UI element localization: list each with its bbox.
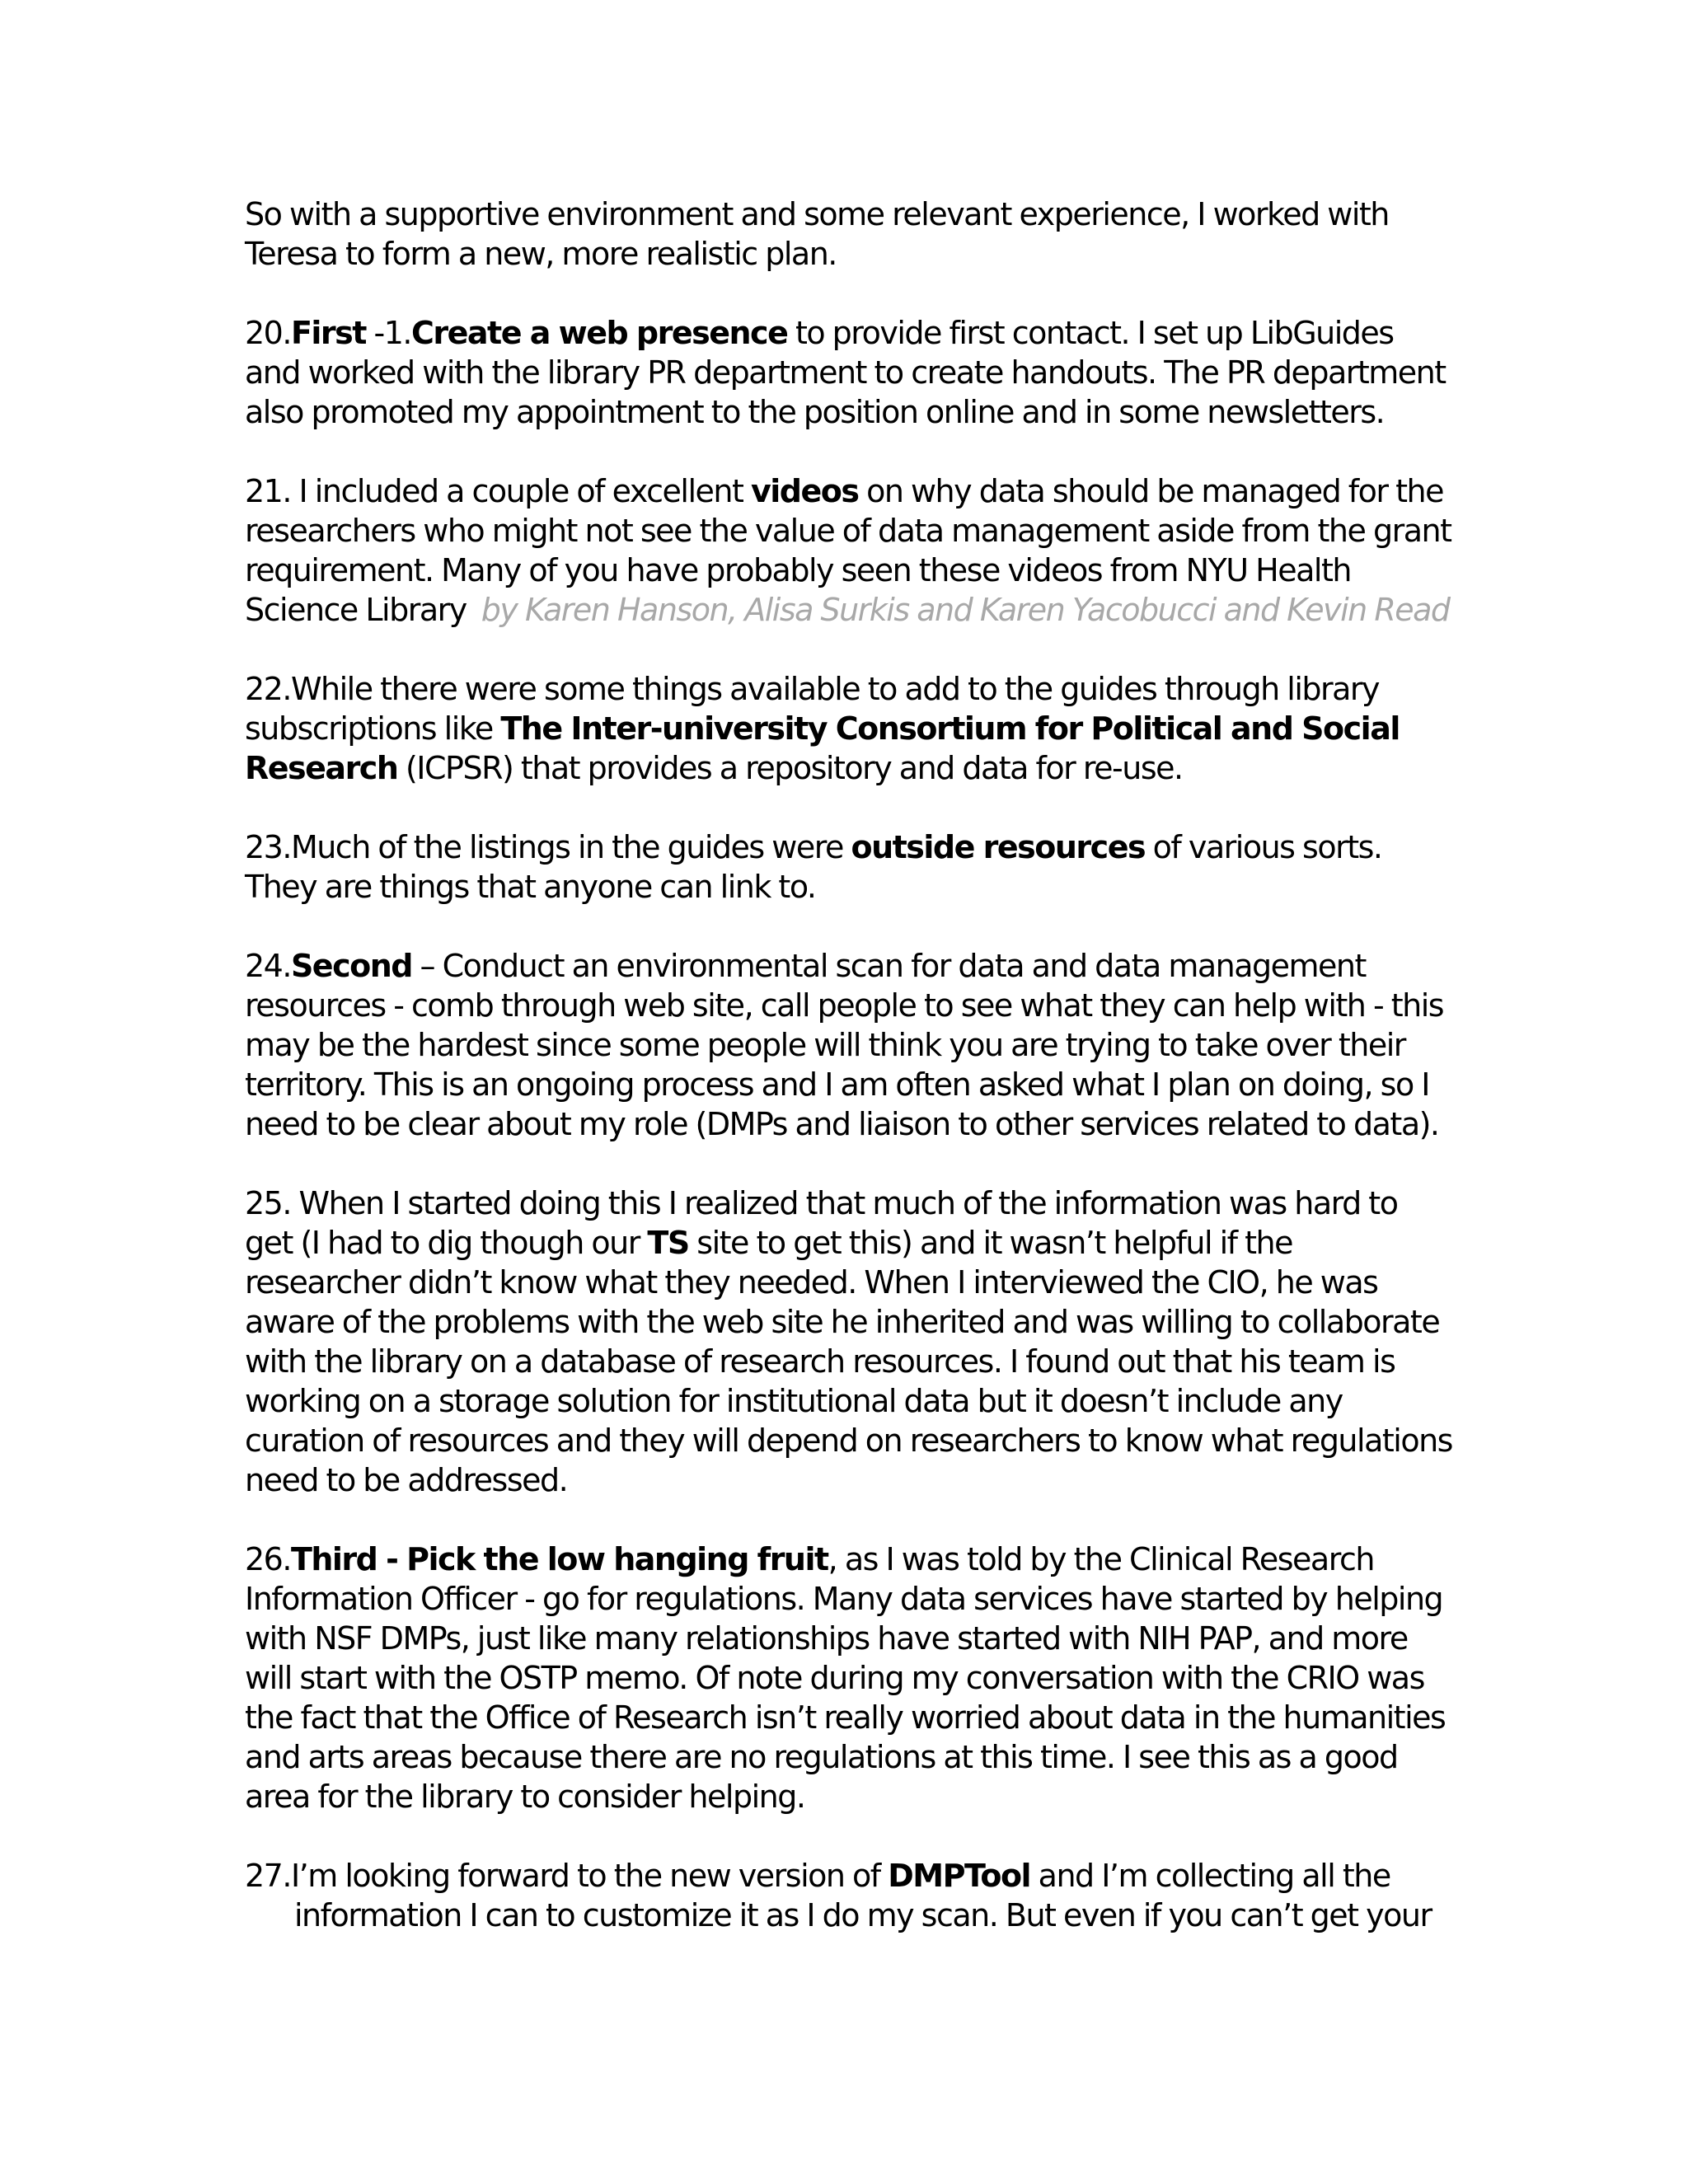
bold-text: First [290, 315, 366, 351]
text-line: need to be addressed. [245, 1462, 568, 1498]
item-number: 20. [245, 315, 291, 351]
text-line: curation of resources and they will depend on researchers to know what regulations [245, 1422, 1452, 1459]
bold-text: DMPTool [888, 1858, 1031, 1894]
paragraph-25: 25. When I started doing this I realized that much of the information was hard to get (I had to dig though our TS site to get this) and it wasn’t helpful if the researcher didn’t know what they needed. When I interviewed the CIO, he was aware of the problems with the web site he inherited and was willing to collaborate with the library on a database of research resources. I found out that his team is working on a storage solution for institutional data but it doesn’t include any curation of resources and they will depend on researchers to know what regulations need to be addressed. [245, 1183, 1498, 1500]
text-line: and arts areas because there are no regulations at this time. I see this as a good [245, 1739, 1398, 1775]
text-line: Teresa to form a new, more realistic plan. [245, 236, 837, 272]
text-segment: Science Library [245, 592, 467, 628]
text-line: working on a storage solution for institutional data but it doesn’t include any [245, 1383, 1343, 1419]
text-line: territory. This is an ongoing process and I am often asked what I plan on doing, so I [245, 1066, 1430, 1103]
bold-text: Second [290, 948, 412, 984]
text-line: They are things that anyone can link to. [245, 869, 816, 905]
paragraph-23: 23.Much of the listings in the guides were outside resources of various sorts. They are things that anyone can link to. [245, 827, 1498, 907]
item-number: 23. [245, 829, 291, 865]
paragraph-22: 22.While there were some things available to add to the guides through library subscriptions like The Inter-university Consortium for Political and Social Research (ICPSR) that provides a repository and data for re-use. [245, 671, 1400, 786]
bold-text: The Inter-university Consortium for Political and Social [500, 710, 1400, 747]
text-line: and worked with the library PR department to create handouts. The PR department [245, 354, 1446, 391]
bold-text: outside resources [851, 829, 1146, 865]
document-page [245, 194, 1498, 1935]
paragraph-21: 21. I included a couple of excellent videos on why data should be managed for the researchers who might not see the value of data management aside from the grant requirement. Many of you have probably seen these videos from NYU Health Science Library by Karen Hanson, Alisa Surkis and Karen Yacobucci and Kevin Read [245, 471, 1498, 630]
text-line: may be the hardest since some people will think you are trying to take over their [245, 1027, 1405, 1063]
paragraph-20: 20.First -1.Create a web presence to provide first contact. I set up LibGuides and worked with the library PR department to create handouts. The PR department also promoted my appointment to the position online and in some newsletters. [245, 313, 1498, 432]
citation: by Karen Hanson, Alisa Surkis and Karen Yacobucci and Kevin Read [481, 592, 1450, 628]
text-line: will start with the OSTP memo. Of note during my conversation with the CRIO was [245, 1660, 1424, 1696]
text-line: need to be clear about my role (DMPs and liaison to other services related to data). [245, 1106, 1439, 1142]
bold-text: videos [750, 473, 859, 509]
text-line: requirement. Many of you have probably seen these videos from NYU Health [245, 552, 1351, 588]
text-line: Information Officer - go for regulations. Many data services have started by helping [245, 1581, 1443, 1617]
text-line: researcher didn’t know what they needed. When I interviewed the CIO, he was [245, 1264, 1378, 1301]
item-number: 27. [245, 1858, 291, 1894]
paragraph-27: 27.I’m looking forward to the new version of DMPTool and I’m collecting all the information I can to customize it as I do my scan. But even if you can’t get your [245, 1856, 1498, 1935]
text-line: information I can to customize it as I do my scan. But even if you can’t get your [294, 1897, 1432, 1933]
item-number: 25. [245, 1185, 291, 1221]
intro-paragraph [245, 194, 1498, 274]
paragraph-24: 24.Second – Conduct an environmental scan for data and data management resources - comb through web site, call people to see what they can help with - this may be the hardest since some people will think you are trying to take over their territory. This is an ongoing process and I am often asked what I plan on doing, so I need to be clear about my role (DMPs and liaison to other services related to data). [245, 946, 1498, 1144]
bold-text: Research [245, 750, 398, 786]
text-line: the fact that the Office of Research isn’t really worried about data in the humanities [245, 1699, 1446, 1736]
bold-text: Create a web presence [411, 315, 788, 351]
text-line: aware of the problems with the web site he inherited and was willing to collaborate [245, 1304, 1440, 1340]
text-line: also promoted my appointment to the position online and in some newsletters. [245, 394, 1385, 430]
text-line: with the library on a database of research resources. I found out that his team is [245, 1343, 1395, 1380]
item-number: 24. [245, 948, 291, 984]
text-line: area for the library to consider helping. [245, 1779, 805, 1815]
text-line: So with a supportive environment and some relevant experience, I worked with [245, 196, 1389, 232]
text-line: researchers who might not see the value of data management aside from the grant [245, 513, 1451, 549]
item-number: 22. [245, 671, 291, 707]
bold-text: TS [647, 1225, 689, 1261]
item-number: 21. [245, 473, 291, 509]
text-line: resources - comb through web site, call people to see what they can help with - this [245, 987, 1444, 1024]
text-line: with NSF DMPs, just like many relationships have started with NIH PAP, and more [245, 1620, 1408, 1657]
item-number: 26. [245, 1541, 291, 1577]
paragraph-26: 26.Third - Pick the low hanging fruit, as I was told by the Clinical Research Information Officer - go for regulations. Many data services have started by helping with NSF DMPs, just like many relationships have started with NIH PAP, and more will start with the OSTP memo. Of note during my conversation with the CRIO was the fact that the Office of Research isn’t really worried about data in the humanities and arts areas because there are no regulations at this time. I see this as a good area for the library to consider helping. [245, 1540, 1498, 1816]
bold-text: Third - Pick the low hanging fruit [290, 1541, 828, 1577]
